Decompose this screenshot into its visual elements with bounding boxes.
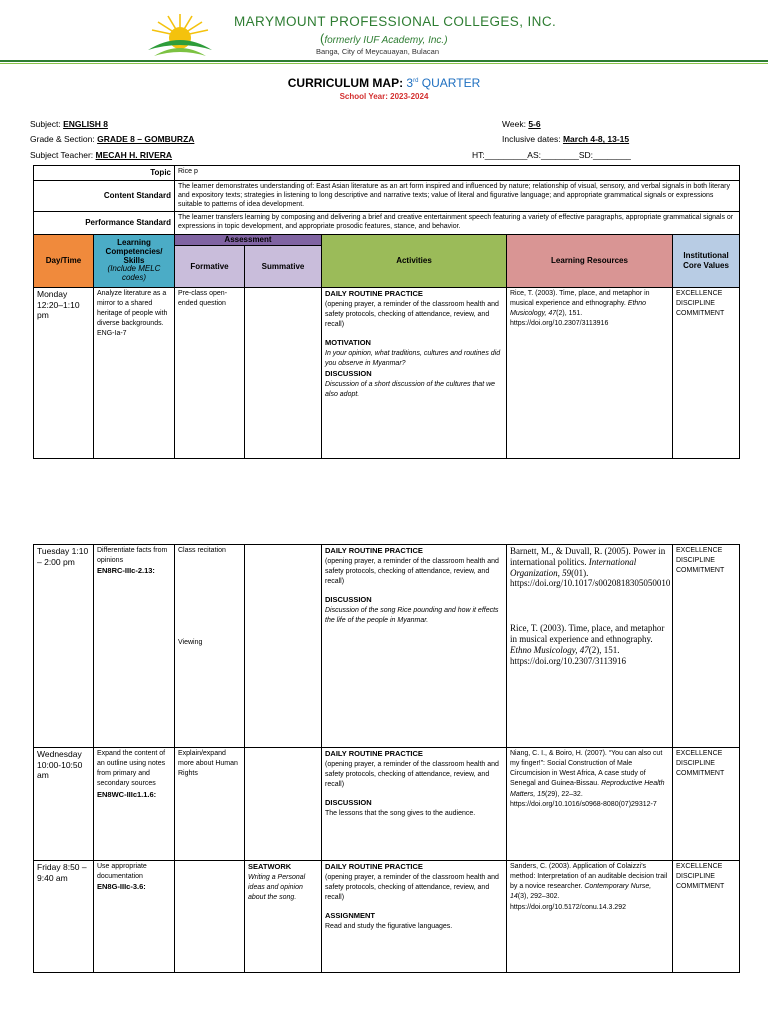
teacher-field: Subject Teacher: MECAH H. RIVERA <box>30 150 173 160</box>
table-row-monday <box>34 287 740 458</box>
resources-wednesday: Niang, C. I., & Boiro, H. (2007). “You can also cut my finger!”: Social Construction of Male Circumcision in West Africa, A case study of Senegal and Guinea-Bissau. Reproductive Health Matters, 15(29), 22–32. https://doi.org/10.1016/s0968-8080(07)29312-7 <box>507 748 673 861</box>
summative-tuesday <box>245 545 322 748</box>
formative-monday: Pre-class open-ended question <box>175 287 245 458</box>
header-day-time: Day/Time <box>34 234 94 287</box>
activities-friday: DAILY ROUTINE PRACTICE (opening prayer, a reminder of the classroom health and safety protocols, checking of attendance, review, and recall) ASSIGNMENT Read and study the figurative languages. <box>322 861 507 973</box>
inclusive-dates-field: Inclusive dates: March 4-8, 13-15 <box>502 134 630 144</box>
signatures-line: HT:_________AS:________SD:________ <box>472 150 631 160</box>
activities-tuesday: DAILY ROUTINE PRACTICE (opening prayer, a reminder of the classroom health and safety protocols, checking of attendance, review, and recall) DISCUSSION Discussion of the song Rice pounding and how it effects the life of the people in Myanmar. <box>322 545 507 748</box>
core-values-tuesday: EXCELLENCE DISCIPLINE COMMITMENT <box>673 545 740 748</box>
curriculum-table-page1 <box>33 165 740 459</box>
summative-wednesday <box>245 748 322 861</box>
competency-wednesday: Expand the content of an outline using notes from primary and secondary sources EN8WC-IIIc1.1.6: <box>94 748 175 861</box>
header-formative: Formative <box>175 245 245 287</box>
college-address: Banga, City of Meycauayan, Bulacan <box>316 47 439 56</box>
header-rule-secondary <box>0 63 768 64</box>
college-logo <box>146 12 214 58</box>
resources-monday: Rice, T. (2003). Time, place, and metaphor in musical experience and ethnography. Ethno Musicology, 47(2), 151. https://doi.org/10.2307/3113916 <box>507 287 673 458</box>
summative-monday <box>245 287 322 458</box>
header-assessment: Assessment <box>175 234 322 245</box>
header-summative: Summative <box>245 245 322 287</box>
core-values-wednesday: EXCELLENCE DISCIPLINE COMMITMENT <box>673 748 740 861</box>
formative-friday <box>175 861 245 973</box>
table-row-friday <box>34 861 740 973</box>
resources-tuesday: Barnett, M., & Duvall, R. (2005). Power in international politics. International Organization, 59(01). https://doi.org/10.1017/s0020818305050010 Rice, T. (2003). Time, place, and metaphor in musical experience and ethnography. Ethno Musicology, 47(2), 151. https://doi.org/10.2307/3113916 <box>507 545 673 748</box>
competency-tuesday: Differentiate facts from opinions EN8RC-IIIc-2.13: <box>94 545 175 748</box>
college-name: MARYMOUNT PROFESSIONAL COLLEGES, INC. <box>234 14 557 29</box>
header-rule <box>0 60 768 62</box>
activities-wednesday: DAILY ROUTINE PRACTICE (opening prayer, a reminder of the classroom health and safety protocols, checking of attendance, review, and recall) DISCUSSION The lessons that the song gives to the audience. <box>322 748 507 861</box>
formerly-name: (formerly IUF Academy, Inc.) <box>320 31 448 46</box>
content-standard-label: Content Standard <box>34 180 175 211</box>
day-friday: Friday 8:50 – 9:40 am <box>34 861 94 973</box>
page-title: CURRICULUM MAP: 3rd QUARTER <box>287 76 481 90</box>
core-values-monday: EXCELLENCE DISCIPLINE COMMITMENT <box>673 287 740 458</box>
header-core-values: Institutional Core Values <box>673 234 740 287</box>
table-row-wednesday <box>34 748 740 861</box>
summative-friday: SEATWORK Writing a Personal ideas and opinion about the song. <box>245 861 322 973</box>
grade-section-field: Grade & Section: GRADE 8 – GOMBURZA <box>30 134 195 144</box>
performance-standard-label: Performance Standard <box>34 211 175 234</box>
subject-field: Subject: ENGLISH 8 <box>30 119 108 129</box>
topic-value: Rice p <box>175 166 740 181</box>
day-monday: Monday 12:20–1:10 pm <box>34 287 94 458</box>
resources-friday: Sanders, C. (2003). Application of Colaizzi’s method: Interpretation of an auditable decision trail by a novice researcher. Contemporary Nurse, 14(3), 292–302. https://doi.org/10.5172/conu.14.3.292 <box>507 861 673 973</box>
topic-label: Topic <box>34 166 175 181</box>
performance-standard-text: The learner transfers learning by composing and delivering a brief and creative entertainment speech featuring a variety of effective paragraphs, appropriate grammatical signals or expressions in topic development, and appropriate prosodic features, stance, and behavior. <box>175 211 740 234</box>
core-values-friday: EXCELLENCE DISCIPLINE COMMITMENT <box>673 861 740 973</box>
curriculum-table-page2 <box>33 544 740 973</box>
formative-tuesday: Class recitation Viewing <box>175 545 245 748</box>
header-competencies: Learning Competencies/ Skills (Include MELC codes) <box>94 234 175 287</box>
table-row-tuesday <box>34 545 740 748</box>
header-learning-resources: Learning Resources <box>507 234 673 287</box>
activities-monday: DAILY ROUTINE PRACTICE (opening prayer, a reminder of the classroom health and safety protocols, checking of attendance, review, and recall) MOTIVATION In your opinion, what traditions, cultures and routines did you observe in Myanmar? DISCUSSION Discussion of a short discussion of the cultures that we also adopt. <box>322 287 507 458</box>
competency-monday: Analyze literature as a mirror to a shared heritage of people with diverse backgrounds. ENG-Ia-7 <box>94 287 175 458</box>
header-activities: Activities <box>322 234 507 287</box>
school-year: School Year: 2023-2024 <box>339 92 429 101</box>
day-tuesday: Tuesday 1:10 – 2:00 pm <box>34 545 94 748</box>
formative-wednesday: Explain/expand more about Human Rights <box>175 748 245 861</box>
week-field: Week: 5-6 <box>502 119 541 129</box>
content-standard-text: The learner demonstrates understanding of: East Asian literature as an art form inspired and influenced by nature; relationship of visual, sensory, and verbal signals in both literary and expository texts; strategies in listening to long descriptive and narrative texts; value of literal and figurative language; and appropriate grammatical signals or expressions suitable to patterns of idea development. <box>175 180 740 211</box>
day-wednesday: Wednesday 10:00-10:50 am <box>34 748 94 861</box>
competency-friday: Use appropriate documentation EN8G-IIIc-3.6: <box>94 861 175 973</box>
